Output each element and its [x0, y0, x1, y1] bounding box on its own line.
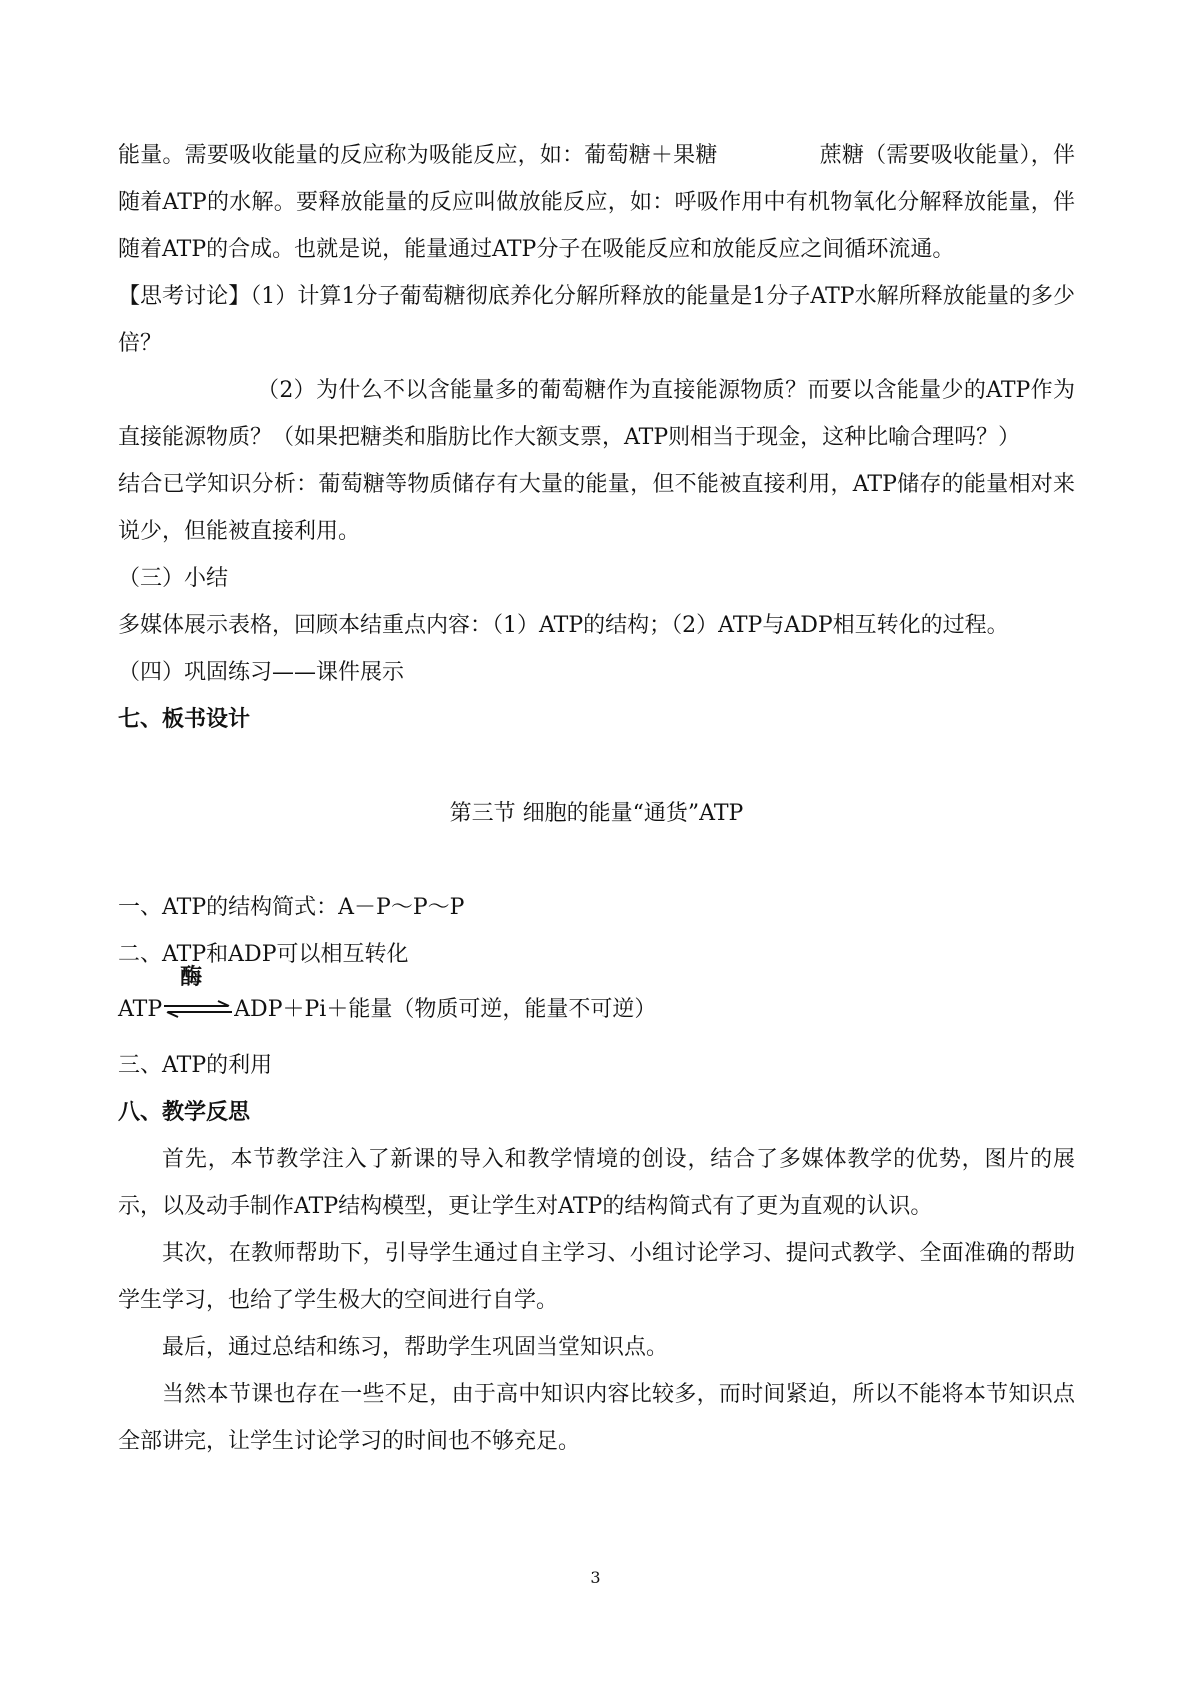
discussion-question-1: 【思考讨论】（1）计算1分子葡萄糖彻底养化分解所释放的能量是1分子ATP水解所释放能量的多少倍？	[118, 284, 1075, 356]
board-line-usage: 三、ATP的利用	[118, 1053, 273, 1078]
section7-heading: 七、板书设计	[118, 707, 251, 732]
practice-heading: （四）巩固练习——课件展示	[118, 660, 405, 685]
page-number: 3	[590, 1568, 601, 1587]
section8-heading: 八、教学反思	[118, 1100, 251, 1125]
reversible-arrow-graphic	[162, 995, 234, 1025]
reflection-paragraph-2: 其次，在教师帮助下，引导学生通过自主学习、小组讨论学习、提问式教学、全面准确的帮助学生学习，也给了学生极大的空间进行自学。	[118, 1241, 1075, 1313]
summary-text: 多媒体展示表格，回顾本结重点内容：（1）ATP的结构；（2）ATP与ADP相互转化的过程。	[118, 613, 1009, 638]
reflection-paragraph-1: 首先，本节教学注入了新课的导入和教学情境的创设，结合了多媒体教学的优势，图片的展示，以及动手制作ATP结构模型，更让学生对ATP的结构简式有了更为直观的认识。	[118, 1147, 1075, 1219]
reflection-paragraph-3: 最后，通过总结和练习，帮助学生巩固当堂知识点。	[162, 1335, 669, 1360]
reflection-paragraph-4: 当然本节课也存在一些不足，由于高中知识内容比较多，而时间紧迫，所以不能将本节知识点全部讲完，让学生讨论学习的时间也不够充足。	[118, 1382, 1075, 1454]
spacer	[118, 743, 1075, 790]
board-line-conversion: 二、ATP和ADP可以相互转化	[118, 942, 409, 967]
paragraph-energy-reactions	[118, 132, 1075, 273]
paragraph-energy-reactions-part2: 蔗糖（需要吸收能量），伴随着ATP的水解。要释放能量的反应叫做放能反应，如：呼吸作用中有机物氧化分解释放能量，伴随着ATP的合成。也就是说，能量通过ATP分子在吸能反应和放能反应之间循环流通。	[118, 143, 1075, 262]
reversible-arrow-icon	[162, 965, 234, 1025]
page-content	[118, 132, 1075, 1465]
discussion-question-2: （2）为什么不以含能量多的葡萄糖作为直接能源物质？而要以含能量少的ATP作为直接能源物质？（如果把糖类和脂肪比作大额支票，ATP则相当于现金，这种比喻合理吗？）	[118, 378, 1075, 450]
board-title: 第三节 细胞的能量“通货”ATP	[449, 801, 744, 826]
enzyme-label: 酶	[180, 965, 203, 990]
summary-heading: （三）小结	[118, 566, 229, 591]
spacer	[118, 837, 1075, 884]
reaction-left: ATP	[118, 997, 163, 1022]
board-line-structure: 一、ATP的结构简式：A－P～P～P	[118, 895, 465, 920]
analysis-paragraph: 结合已学知识分析：葡萄糖等物质储存有大量的能量，但不能被直接利用，ATP储存的能量相对来说少，但能被直接利用。	[118, 472, 1075, 544]
reaction-right: ADP＋Pi＋能量（物质可逆，能量不可逆）	[234, 997, 657, 1022]
paragraph-energy-reactions-part1: 能量。需要吸收能量的反应称为吸能反应，如：葡萄糖＋果糖	[118, 143, 718, 168]
reaction-equation	[118, 965, 1075, 1042]
